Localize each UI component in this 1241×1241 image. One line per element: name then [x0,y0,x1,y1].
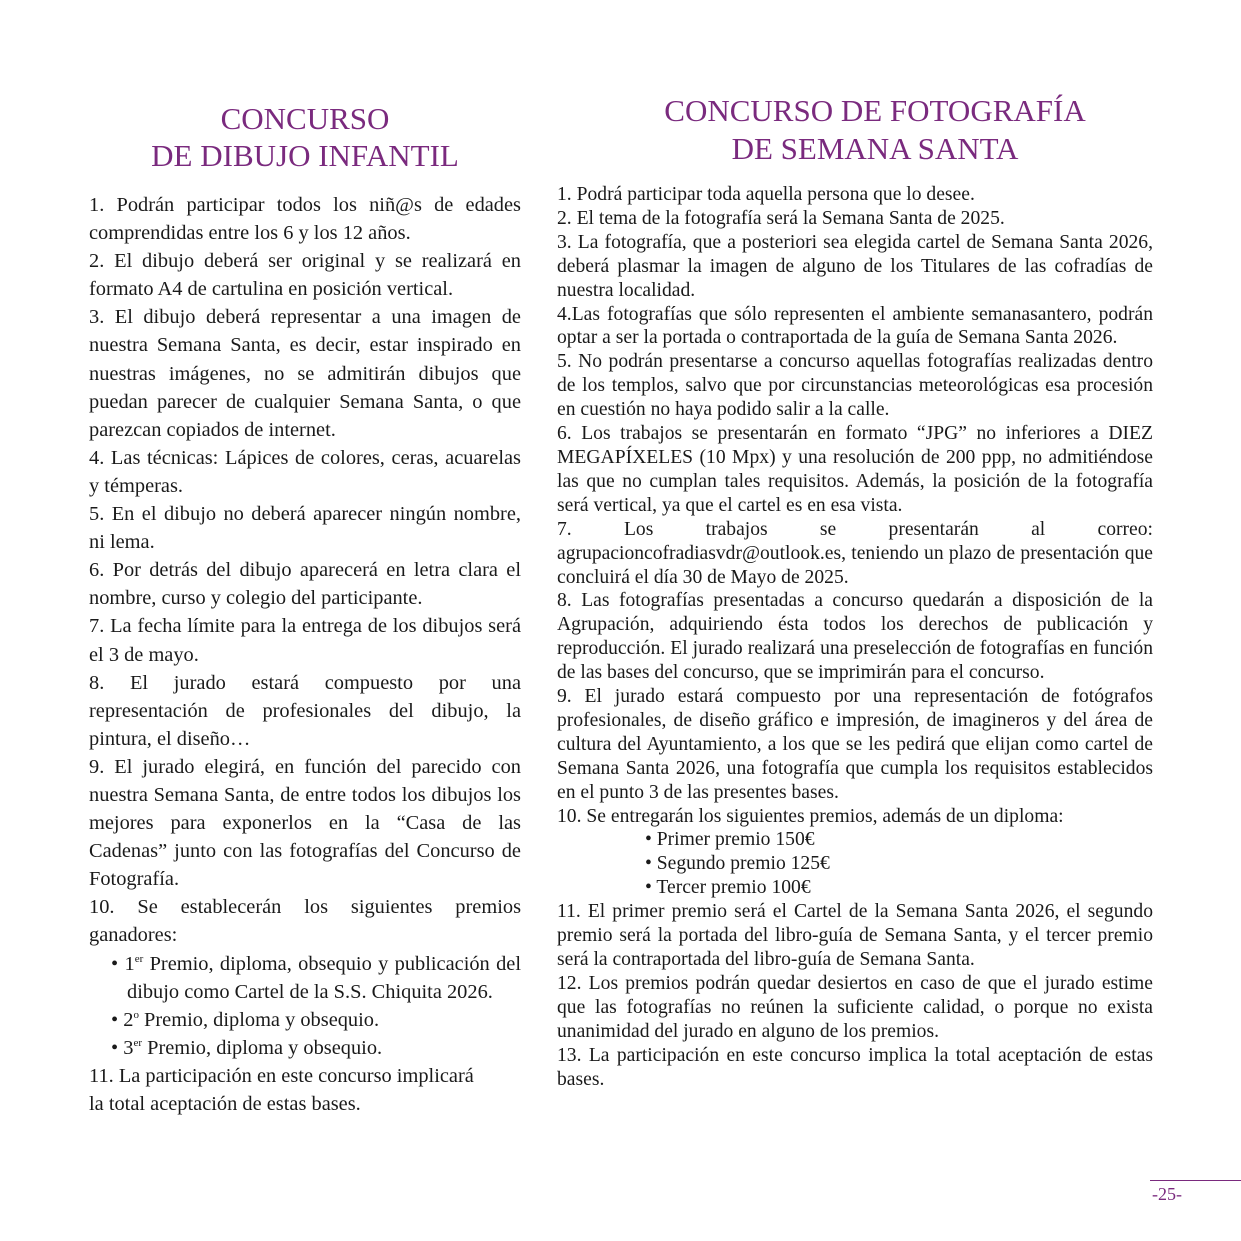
rule-item: 4.Las fotografías que sólo representen el ambiente semanasantero, podrán optar a ser la portada o contraportada de la guía de Semana Santa 2026. [557,303,1153,349]
rule-item: 8. Las fotografías presentadas a concurso quedarán a disposición de la Agrupación, adquiriendo ésta todos los derechos de publicación y reproducción. El jurado realizará una preselección de fotografías en función de las bases del concurso, que se imprimirán para el concurso. [557,590,1153,684]
rule-item: 7. La fecha límite para la entrega de los dibujos será el 3 de mayo. [89,615,521,666]
photo-contest-column [557,92,1153,1091]
rule-item: 12. Los premios podrán quedar desiertos en caso de que el jurado estime que las fotografías no reúnen la suficiente calidad, o porque no exista unanimidad del jurado en alguno de los premios. [557,972,1153,1042]
prize-item: • Segundo premio 125€ [645,853,830,875]
rule-item: 7. Los trabajos se presentarán al correo: agrupacioncofradiasvdr@outlook.es, teniendo un plazo de presentación que concluirá el día 30 de Mayo de 2025. [557,518,1153,588]
rule-item: 2. El tema de la fotografía será la Semana Santa de 2025. [557,207,1005,229]
prize-item: • 3er Premio, diploma y obsequio. [111,1036,383,1059]
rule-item: 9. El jurado estará compuesto por una representación de fotógrafos profesionales, de diseño gráfico e impresión, de imagineros y del área de cultura del Ayuntamiento, a los que se les pedirá que elijan como cartel de Semana Santa 2026, una fotografía que cumpla los requisitos establecidos en el punto 3 de las presentes bases. [557,686,1153,803]
rule-item: 1. Podrán participar todos los niñ@s de edades comprendidas entre los 6 y los 12 años. [89,194,521,245]
rule-item: 3. El dibujo deberá representar a una imagen de nuestra Semana Santa, es decir, estar inspirado en nuestras imágenes, no se admitirán dibujos que puedan parecer de cualquier Semana Santa, o que parezcan copiados de internet. [89,306,521,441]
rule-item: 5. En el dibujo no deberá aparecer ningún nombre, ni lema. [89,503,521,554]
rule-item: 4. Las técnicas: Lápices de colores, ceras, acuarelas y témperas. [89,446,521,497]
drawing-contest-column [89,92,521,1118]
prize-item: • Primer premio 150€ [645,829,815,851]
rule-item: 10. Se entregarán los siguientes premios, además de un diploma: [557,805,1064,827]
drawing-contest-title: CONCURSO DE DIBUJO INFANTIL [151,101,459,173]
rule-item: 11. El primer premio será el Cartel de la Semana Santa 2026, el segundo premio será la portada del libro-guía de Semana Santa, y el tercer premio será la contraportada del libro-guía de Semana Santa. [557,901,1153,970]
prize-item: • 1er Premio, diploma, obsequio y publicación del dibujo como Cartel de la S.S. Chiquita 2026. [111,952,521,1003]
rule-item: 13. La participación en este concurso implica la total aceptación de estas bases. [557,1044,1153,1090]
rule-item: 6. Los trabajos se presentarán en formato “JPG” no inferiores a DIEZ MEGAPÍXELES (10 Mpx) y una resolución de 200 ppp, no admitiéndose las que no cumplan tales requisitos. Además, la posición de la fotografía será vertical, ya que el cartel es en esa vista. [557,423,1153,516]
photo-contest-title: CONCURSO DE FOTOGRAFÍA DE SEMANA SANTA [664,93,1086,166]
prize-item: • 2$^o$ Premio, diploma y obsequio. [111,1008,380,1031]
rule-item: 11. La participación en este concurso implicará la total aceptación de estas bases. [89,1064,474,1115]
rule-item: 6. Por detrás del dibujo aparecerá en letra clara el nombre, curso y colegio del participante. [89,559,521,610]
rule-item: 9. El jurado elegirá, en función del parecido con nuestra Semana Santa, de entre todos los dibujos los mejores para exponerlos en la “Casa de las Cadenas” junto con las fotografías del Concurso de Fotografía. [89,755,521,891]
prize-item: • Tercer premio 100€ [645,877,811,899]
rule-item: 2. El dibujo deberá ser original y se realizará en formato A4 de cartulina en posición vertical. [89,250,521,301]
rule-item: 5. No podrán presentarse a concurso aquellas fotografías realizadas dentro de los templos, salvo que por circunstancias meteorológicas esa procesión en cuestión no haya podido salir a la calle. [557,351,1153,421]
rule-item: 3. La fotografía, que a posteriori sea elegida cartel de Semana Santa 2026, deberá plasmar la imagen de alguno de los Titulares de las cofradías de nuestra localidad. [557,231,1153,301]
page-number: -25- [1152,1184,1182,1204]
footer-rule [1150,1180,1241,1181]
rule-item: 8. El jurado estará compuesto por una representación de profesionales del dibujo, la pintura, el diseño… [89,671,521,750]
rule-item: 10. Se establecerán los siguientes premios ganadores: [89,896,521,947]
rule-item: 1. Podrá participar toda aquella persona que lo desee. [557,184,975,205]
